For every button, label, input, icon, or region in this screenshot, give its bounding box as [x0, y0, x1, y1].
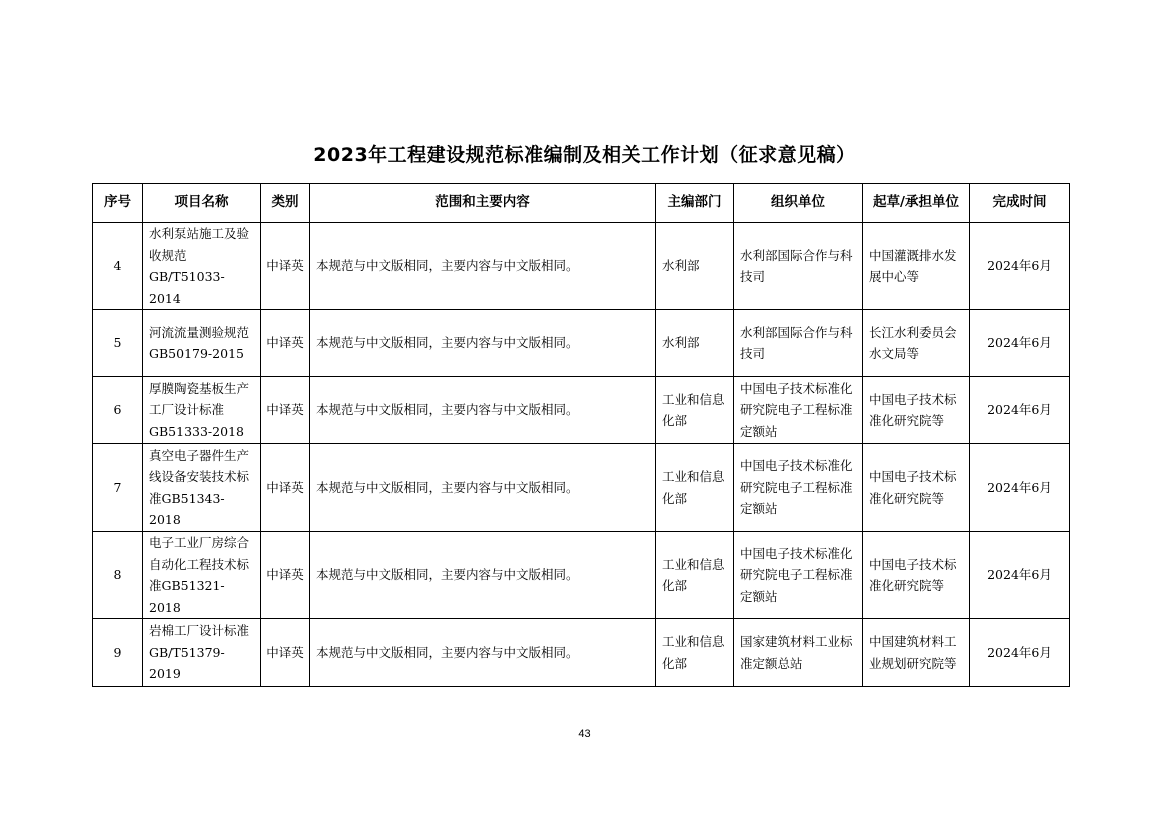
cell-drafter: 中国电子技术标准化研究院等	[863, 532, 970, 619]
table-row	[93, 619, 1070, 687]
cell-org: 中国电子技术标准化研究院电子工程标准定额站	[734, 532, 863, 619]
cell-deadline: 2024年6月	[970, 310, 1070, 377]
cell-drafter: 中国建筑材料工业规划研究院等	[863, 619, 970, 687]
cell-seq: 4	[93, 223, 143, 310]
cell-org: 水利部国际合作与科技司	[734, 223, 863, 310]
work-plan-table	[92, 183, 1070, 687]
header-dept: 主编部门	[656, 184, 734, 223]
cell-name: 河流流量测验规范GB50179-2015	[143, 310, 261, 377]
cell-name: 岩棉工厂设计标准GB/T51379-2019	[143, 619, 261, 687]
cell-dept: 工业和信息化部	[656, 532, 734, 619]
header-scope: 范围和主要内容	[310, 184, 656, 223]
cell-name: 水利泵站施工及验收规范GB/T51033-2014	[143, 223, 261, 310]
cell-org: 中国电子技术标准化研究院电子工程标准定额站	[734, 444, 863, 532]
cell-deadline: 2024年6月	[970, 444, 1070, 532]
cell-dept: 工业和信息化部	[656, 444, 734, 532]
header-category: 类别	[261, 184, 310, 223]
table-row	[93, 223, 1070, 310]
cell-seq: 6	[93, 377, 143, 444]
cell-dept: 水利部	[656, 223, 734, 310]
cell-name: 厚膜陶瓷基板生产工厂设计标准GB51333-2018	[143, 377, 261, 444]
cell-category: 中译英	[261, 310, 310, 377]
cell-scope: 本规范与中文版相同，主要内容与中文版相同。	[310, 532, 656, 619]
cell-dept: 工业和信息化部	[656, 377, 734, 444]
cell-seq: 7	[93, 444, 143, 532]
cell-seq: 5	[93, 310, 143, 377]
cell-drafter: 中国灌溉排水发展中心等	[863, 223, 970, 310]
cell-scope: 本规范与中文版相同，主要内容与中文版相同。	[310, 619, 656, 687]
cell-category: 中译英	[261, 223, 310, 310]
cell-deadline: 2024年6月	[970, 377, 1070, 444]
cell-name: 电子工业厂房综合自动化工程技术标准GB51321-2018	[143, 532, 261, 619]
cell-drafter: 中国电子技术标准化研究院等	[863, 444, 970, 532]
cell-drafter: 长江水利委员会水文局等	[863, 310, 970, 377]
header-seq: 序号	[93, 184, 143, 223]
page-number: 43	[578, 728, 591, 740]
cell-deadline: 2024年6月	[970, 223, 1070, 310]
cell-dept: 工业和信息化部	[656, 619, 734, 687]
cell-seq: 8	[93, 532, 143, 619]
header-drafter: 起草/承担单位	[863, 184, 970, 223]
header-deadline: 完成时间	[970, 184, 1070, 223]
page-title: 2023年工程建设规范标准编制及相关工作计划（征求意见稿）	[313, 144, 856, 166]
cell-category: 中译英	[261, 377, 310, 444]
table-row	[93, 310, 1070, 377]
cell-scope: 本规范与中文版相同，主要内容与中文版相同。	[310, 310, 656, 377]
cell-seq: 9	[93, 619, 143, 687]
table-header-row	[93, 184, 1070, 223]
cell-scope: 本规范与中文版相同，主要内容与中文版相同。	[310, 444, 656, 532]
cell-scope: 本规范与中文版相同，主要内容与中文版相同。	[310, 377, 656, 444]
table-row	[93, 377, 1070, 444]
cell-dept: 水利部	[656, 310, 734, 377]
cell-drafter: 中国电子技术标准化研究院等	[863, 377, 970, 444]
cell-category: 中译英	[261, 532, 310, 619]
cell-deadline: 2024年6月	[970, 619, 1070, 687]
cell-org: 水利部国际合作与科技司	[734, 310, 863, 377]
cell-deadline: 2024年6月	[970, 532, 1070, 619]
table-row	[93, 444, 1070, 532]
cell-category: 中译英	[261, 444, 310, 532]
cell-scope: 本规范与中文版相同，主要内容与中文版相同。	[310, 223, 656, 310]
cell-org: 中国电子技术标准化研究院电子工程标准定额站	[734, 377, 863, 444]
header-org: 组织单位	[734, 184, 863, 223]
table-row	[93, 532, 1070, 619]
cell-org: 国家建筑材料工业标准定额总站	[734, 619, 863, 687]
cell-name: 真空电子器件生产线设备安装技术标准GB51343-2018	[143, 444, 261, 532]
header-name: 项目名称	[143, 184, 261, 223]
cell-category: 中译英	[261, 619, 310, 687]
